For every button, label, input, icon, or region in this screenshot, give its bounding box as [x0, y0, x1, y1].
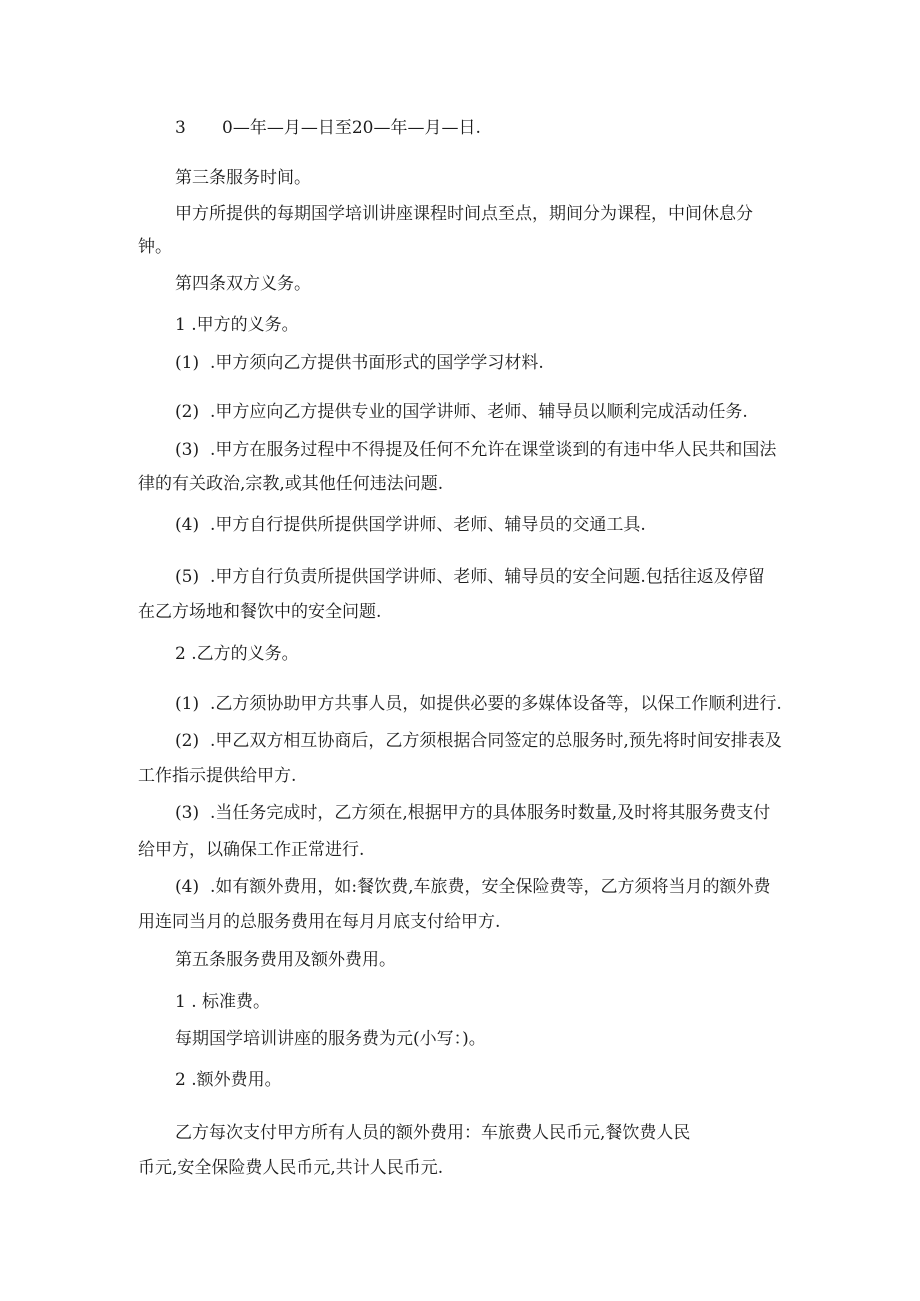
- item-line: .如有额外费用，如:餐饮费,车旅费，安全保险费等，乙方须将当月的额外费: [210, 877, 771, 897]
- item-number: (3): [175, 803, 200, 823]
- item-line: 工作指示提供给甲方.: [138, 766, 297, 786]
- item-number: (4): [175, 877, 200, 897]
- item-number: (2): [175, 402, 200, 422]
- item-line: 在乙方场地和餐饮中的安全问题.: [138, 602, 382, 622]
- section-title: 1 . 标准费。: [175, 992, 271, 1012]
- item-number: (5): [175, 567, 200, 587]
- section-title: 2 .乙方的义务。: [175, 644, 299, 664]
- section-title: 1 .甲方的义务。: [175, 315, 299, 335]
- item-line: .乙方须协助甲方共事人员，如提供必要的多媒体设备等，以保工作顺利进行.: [210, 694, 782, 714]
- item-line: .当任务完成时，乙方须在,根据甲方的具体服务时数量,及时将其服务费支付: [210, 803, 771, 823]
- period-number: 3: [175, 118, 186, 138]
- paragraph-line: 币元,安全保险费人民币元,共计人民币元.: [138, 1158, 444, 1178]
- item-line: 律的有关政治,宗教,或其他任何违法问题.: [138, 474, 444, 494]
- section-title: 2 .额外费用。: [175, 1070, 282, 1090]
- paragraph-line: 甲方所提供的每期国学培训讲座课程时间点至点，期间分为课程，中间休息分: [175, 204, 753, 224]
- item-number: (4): [175, 515, 200, 535]
- item-line: .甲方自行负责所提供国学讲师、老师、辅导员的安全问题.包括往返及停留: [210, 567, 765, 587]
- item-line: .甲乙双方相互协商后，乙方须根据合同签定的总服务时,预先将时间安排表及: [210, 731, 782, 751]
- paragraph-line: 钟。: [138, 237, 172, 257]
- item-line: .甲方应向乙方提供专业的国学讲师、老师、辅导员以顺利完成活动任务.: [210, 402, 748, 422]
- item-number: (1): [175, 694, 200, 714]
- item-line: 给甲方，以确保工作正常进行.: [138, 840, 365, 860]
- item-line: .甲方自行提供所提供国学讲师、老师、辅导员的交通工具.: [210, 515, 646, 535]
- item-line: .甲方须向乙方提供书面形式的国学学习材料.: [210, 353, 544, 373]
- item-line: .甲方在服务过程中不得提及任何不允许在课堂谈到的有违中华人民共和国法: [210, 440, 777, 460]
- item-number: (1): [175, 353, 200, 373]
- period-text: 0—年—月—日至20—年—月—日.: [222, 118, 481, 138]
- paragraph-line: 每期国学培训讲座的服务费为元(小写：)。: [175, 1029, 486, 1049]
- paragraph-line: 乙方每次支付甲方所有人员的额外费用：车旅费人民币元,餐饮费人民: [175, 1123, 691, 1143]
- article-heading: 第五条服务费用及额外费用。: [175, 950, 396, 970]
- item-number: (2): [175, 731, 200, 751]
- item-number: (3): [175, 440, 200, 460]
- article-heading: 第三条服务时间。: [175, 168, 311, 188]
- article-heading: 第四条双方义务。: [175, 274, 311, 294]
- item-line: 用连同当月的总服务费用在每月月底支付给甲方.: [138, 912, 501, 932]
